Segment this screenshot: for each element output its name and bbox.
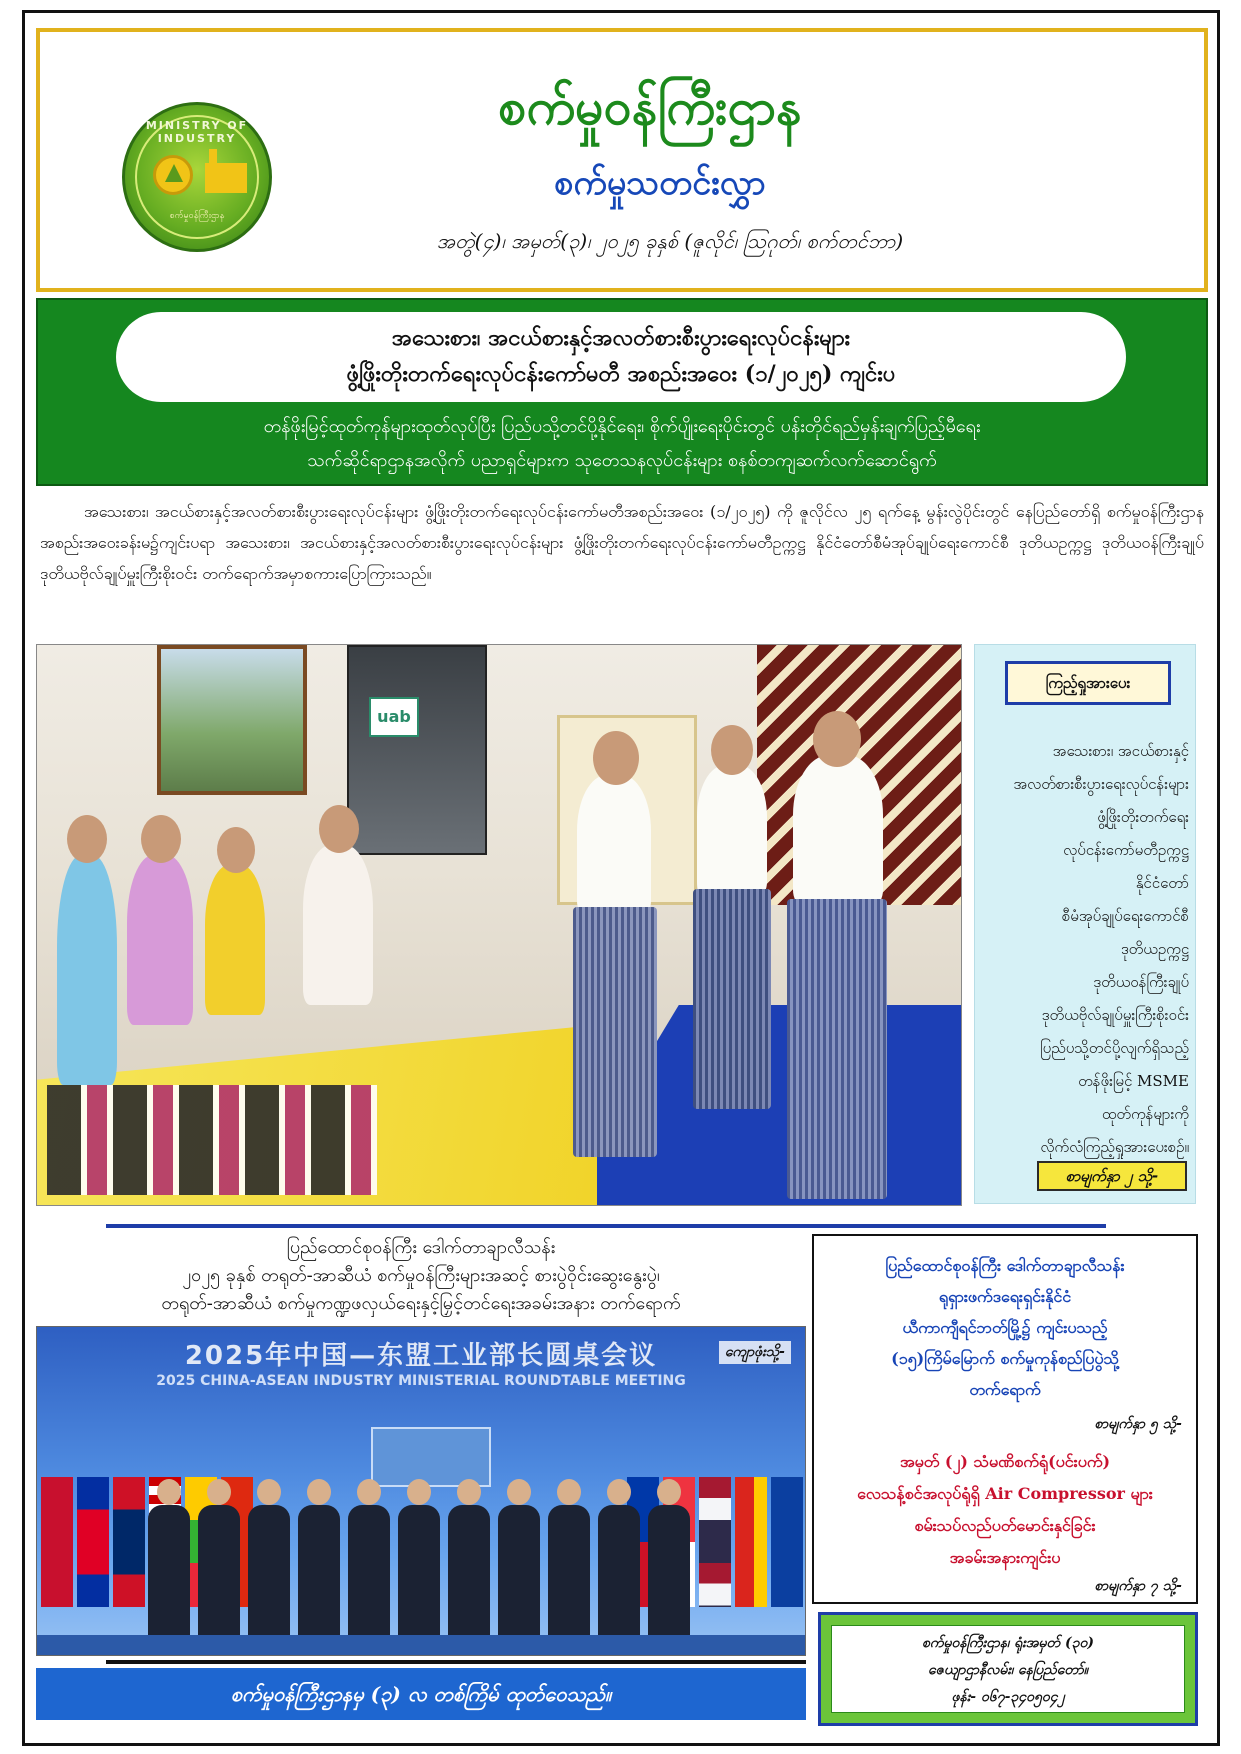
flag — [735, 1477, 767, 1607]
teaser-story-2 — [822, 1446, 1188, 1574]
person-head — [557, 1479, 581, 1505]
masthead — [36, 28, 1208, 292]
sidebar-line: တန်ဖိုးမြင့် MSME — [1078, 1072, 1189, 1090]
teaser-line: အခမ်းအနားကျင်းပ — [949, 1548, 1061, 1567]
delegate — [598, 1505, 640, 1639]
sidebar-caption — [979, 735, 1189, 1164]
sidebar-line: ဖွံ့ဖြိုးတိုးတက်ရေး — [1097, 808, 1189, 826]
delegate — [448, 1505, 490, 1639]
person-head — [657, 1479, 681, 1505]
person-exhibitor-1 — [57, 855, 117, 1085]
gear-icon — [153, 155, 193, 195]
photo-underline — [106, 1660, 806, 1664]
page-5-link[interactable]: စာမျက်နှာ ၅ သို့- — [1094, 1416, 1182, 1432]
person-head — [207, 1479, 231, 1505]
teaser-line: လေသန့်စင်အလုပ်ရုံရှိ Air Compressor များ — [857, 1484, 1153, 1503]
person-head — [507, 1479, 531, 1505]
fridge-logo: uab — [369, 697, 419, 737]
publication-frequency-banner: စက်မှုဝန်ကြီးဌာနမှ (၃) လ တစ်ကြိမ် ထုတ်ဝေသည်။ — [36, 1668, 806, 1720]
person-official-1 — [577, 775, 651, 915]
person-exhibitor-3 — [205, 865, 265, 1015]
china-asean-photo — [36, 1326, 806, 1656]
person-presenter — [303, 845, 373, 1005]
teaser-line: စမ်းသပ်လည်ပတ်မောင်းနှင်ခြင်း — [914, 1516, 1096, 1535]
inside-stories-box — [812, 1234, 1198, 1604]
event-banner-english: 2025 CHINA-ASEAN INDUSTRY MINISTERIAL ROUNDTABLE MEETING — [156, 1373, 686, 1389]
delegate — [198, 1505, 240, 1639]
caption-line: ၂၀၂၅ ခုနှစ် တရုတ်-အာဆီယံ စက်မှုဝန်ကြီးများအဆင့် စားပွဲဝိုင်းဆွေးနွေးပွဲ၊ — [182, 1265, 660, 1286]
newsletter-subtitle: စက်မှုသတင်းလွှာ — [554, 163, 766, 203]
person-head — [457, 1479, 481, 1505]
sidebar-line: အသေးစား၊ အငယ်စားနှင့် — [1052, 742, 1189, 760]
delegate — [298, 1505, 340, 1639]
longyi-2 — [693, 889, 771, 1109]
address-text — [831, 1625, 1185, 1713]
deck-line-2: သက်ဆိုင်ရာဌာနအလိုက် ပညာရှင်များက သုတေသနလုပ်ငန်းများ စနစ်တကျဆက်လက်ဆောင်ရွက် — [307, 450, 937, 471]
phone-number: ဖုန်း- ၀၆၇-၃၄၀၅၀၄၂ — [951, 1689, 1065, 1705]
delegate — [398, 1505, 440, 1639]
ministry-logo — [122, 102, 272, 252]
display-fridge — [347, 645, 487, 855]
address-line-1: စက်မှုဝန်ကြီးဌာန၊ ရုံးအမှတ် (၃၀) — [921, 1635, 1095, 1651]
factory-icon — [205, 163, 247, 193]
wall-painting — [157, 645, 307, 795]
story2-caption — [36, 1234, 806, 1318]
sidebar-line: ဒုတိယဗိုလ်ချုပ်မှူးကြီးစိုးဝင်း — [1041, 1006, 1189, 1024]
person-official-2 — [697, 765, 767, 895]
person-head — [141, 815, 181, 863]
person-head — [357, 1479, 381, 1505]
person-head — [711, 725, 753, 775]
teaser-line: အမှတ် (၂) သံမဏိစက်ရုံ(ပင်းပက်) — [899, 1452, 1111, 1471]
logo-subtext: စက်မှုဝန်ကြီးဌာန — [169, 211, 225, 221]
logo-text: MINISTRY OF INDUSTRY — [145, 119, 249, 145]
flag — [113, 1477, 145, 1607]
person-head — [813, 711, 861, 767]
headline-box — [36, 298, 1208, 486]
longyi-3 — [787, 899, 887, 1199]
person-head — [607, 1479, 631, 1505]
flag — [699, 1477, 731, 1607]
delegate — [248, 1505, 290, 1639]
person-head — [67, 815, 107, 863]
delegate — [148, 1505, 190, 1639]
photo-caption-sidebar — [974, 644, 1196, 1204]
teaser-story-1 — [822, 1250, 1188, 1405]
event-banner-chinese: 2025年中国—东盟工业部长圆桌会议 — [184, 1341, 658, 1371]
delegate — [348, 1505, 390, 1639]
page-7-link[interactable]: စာမျက်နှာ ၇ သို့- — [1094, 1578, 1182, 1594]
deck-line-1: တန်ဖိုးမြင့်ထုတ်ကုန်များထုတ်လုပ်ပြီး ပြည်ပသို့တင်ပို့နိုင်ရေး၊ စိုက်ပျိုးရေးပိုင်းတွင် ပန်းတိုင်ရည်မှန်းချက်ပြည့်မီရေး — [263, 416, 981, 437]
delegate — [548, 1505, 590, 1639]
sidebar-line: လုပ်ငန်းကော်မတီဥက္ကဋ္ဌ — [1063, 841, 1189, 859]
teaser-line: ယီကာကျီရင်ဘတ်မြို့၌ ကျင်းပသည့် — [902, 1318, 1108, 1337]
sidebar-line: အလတ်စားစီးပွားရေးလုပ်ငန်းများ — [1013, 775, 1189, 793]
flag — [771, 1477, 803, 1607]
sidebar-line: ဒုတိယဝန်ကြီးချုပ် — [1093, 973, 1189, 991]
sidebar-line: ဒုတိယဥက္ကဋ္ဌ — [1120, 940, 1189, 958]
stage-screen — [371, 1427, 491, 1487]
longyi-1 — [573, 907, 657, 1157]
person-head — [593, 731, 639, 785]
teaser-line: ပြည်ထောင်စုဝန်ကြီး ဒေါက်တာချာလီသန်း — [885, 1256, 1125, 1275]
delegate — [648, 1505, 690, 1639]
sidebar-line: လိုက်လံကြည့်ရှုအားပေးစဉ်။ — [1040, 1138, 1189, 1156]
sidebar-label: ကြည့်ရှုအားပေး — [1005, 661, 1171, 705]
person-exhibitor-2 — [127, 855, 193, 1025]
headline-line-2: ဖွံ့ဖြိုးတိုးတက်ရေးလုပ်ငန်းကော်မတီ အစည်းအဝေး (၁/၂၀၂၅) ကျင်းပ — [346, 361, 896, 387]
main-photo — [36, 644, 962, 1206]
teaser-line: ရုရှားဖက်ဒရေးရှင်းနိုင်ငံ — [938, 1287, 1072, 1306]
section-divider — [106, 1224, 1106, 1228]
stage-floor — [37, 1635, 805, 1655]
teaser-line: (၁၅)ကြိမ်မြောက် စက်မှုကုန်စည်ပြပွဲသို့ — [891, 1349, 1119, 1368]
address-box — [818, 1612, 1198, 1726]
sidebar-line: ပြည်ပသို့တင်ပို့လျက်ရှိသည့် — [1040, 1039, 1189, 1057]
person-head — [319, 805, 359, 853]
continued-page-link[interactable]: စာမျက်နှာ ၂ သို့- — [1037, 1161, 1187, 1191]
person-head — [157, 1479, 181, 1505]
person-head — [257, 1479, 281, 1505]
headline-line-1: အသေးစား၊ အငယ်စားနှင့်အလတ်စားစီးပွားရေးလုပ်ငန်းများ — [391, 325, 851, 351]
person-head — [407, 1479, 431, 1505]
newsletter-title: စက်မှုဝန်ကြီးဌာန — [498, 77, 802, 136]
delegate — [498, 1505, 540, 1639]
caption-line: ပြည်ထောင်စုဝန်ကြီး ဒေါက်တာချာလီသန်း — [286, 1237, 556, 1258]
issue-info: အတွဲ(၄)၊ အမှတ်(၃)၊ ၂၀၂၅ ခုနှစ် (ဇူလိုင်၊ ဩဂုတ်၊ စက်တင်ဘာ) — [436, 229, 904, 253]
back-cover-link[interactable]: ကျောဖုံးသို့- — [719, 1341, 791, 1364]
headline-deck — [52, 410, 1192, 478]
sidebar-line: စီမံအုပ်ချုပ်ရေးကောင်စီ — [1061, 907, 1189, 925]
person-head — [217, 827, 255, 873]
product-display — [47, 1085, 377, 1195]
sidebar-line: ထုတ်ကုန်များကို — [1101, 1105, 1189, 1123]
caption-line: တရုတ်-အာဆီယံ စက်မှုကဏ္ဍဖလှယ်ရေးနှင့်မြှင့်တင်ရေးအခမ်းအနား တက်ရောက် — [161, 1293, 681, 1314]
person-official-3 — [793, 755, 883, 905]
lead-paragraph: အသေးစား၊ အငယ်စားနှင့်အလတ်စားစီးပွားရေးလုပ်ငန်းများ ဖွံ့ဖြိုးတိုးတက်ရေးလုပ်ငန်းကော်မတီအစည်းအဝေး (၁/၂၀၂၅) ကို ဇူလိုင်လ ၂၅ ရက်နေ့ မွန်းလွဲပိုင်းတွင် နေပြည်တော်ရှိ စက်မှုဝန်ကြီးဌာန အစည်းအဝေးခန်းမ၌ကျင်းပရာ အသေးစား၊ အငယ်စားနှင့်အလတ်စားစီးပွားရေးလုပ်ငန်းများ ဖွံ့ဖြိုးတိုးတက်ရေးလုပ်ငန်းကော်မတီဥက္ကဋ္ဌ နိုင်ငံတော်စီမံအုပ်ချုပ်ရေးကောင်စီ ဒုတိယဥက္ကဋ္ဌ ဒုတိယဝန်ကြီးချုပ် ဒုတိယဗိုလ်ချုပ်မှူးကြီးစိုးဝင်း တက်ရောက်အမှာစကားပြောကြားသည်။ — [40, 502, 1204, 583]
headline-pill — [116, 312, 1126, 402]
sidebar-line: နိုင်ငံတော် — [1135, 874, 1189, 892]
address-line-2: ဇေယျာဌာနီလမ်း၊ နေပြည်တော်။ — [928, 1662, 1088, 1678]
person-head — [307, 1479, 331, 1505]
flag — [41, 1477, 73, 1607]
teaser-line: တက်ရောက် — [969, 1380, 1041, 1399]
flag — [77, 1477, 109, 1607]
